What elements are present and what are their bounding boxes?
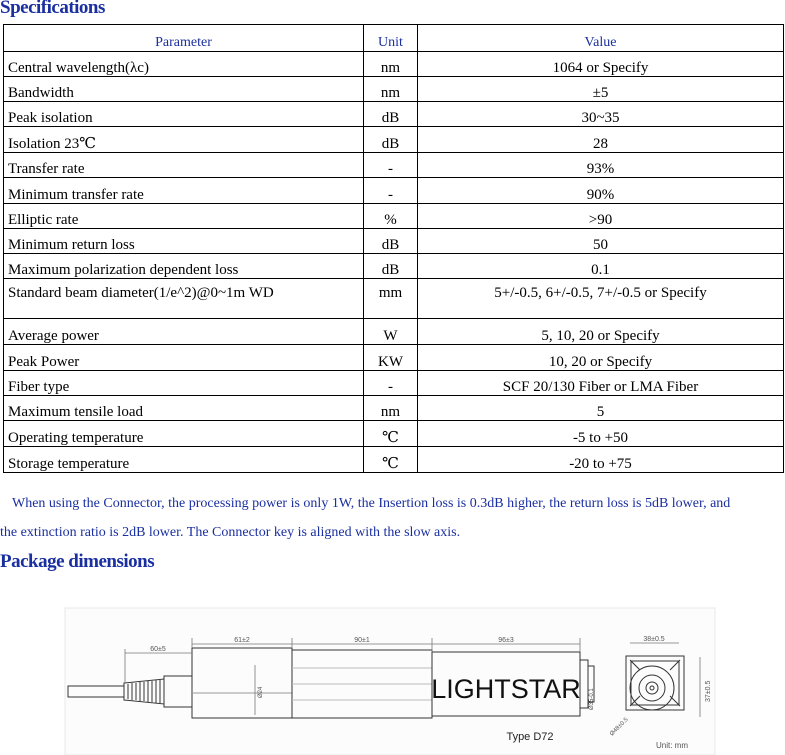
unit-cell: - (364, 371, 418, 396)
parameter-cell: Maximum polarization dependent loss (4, 254, 364, 279)
dimension-middle-length: 90±1 (354, 637, 370, 644)
unit-cell: dB (364, 229, 418, 254)
parameter-cell: Fiber type (4, 371, 364, 396)
parameter-cell: Peak isolation (4, 102, 364, 127)
table-row (4, 77, 784, 102)
table-row (4, 345, 784, 371)
value-cell: 90% (418, 178, 784, 204)
table-row (4, 371, 784, 396)
table-row (4, 447, 784, 473)
value-cell: 1064 or Specify (418, 52, 784, 77)
value-cell: 10, 20 or Specify (418, 345, 784, 371)
specifications-table (3, 24, 784, 473)
dimension-output-length: 96±3 (498, 637, 514, 644)
table-row (4, 102, 784, 127)
table-row (4, 254, 784, 279)
unit-label: Unit: mm (656, 741, 688, 750)
unit-cell: ℃ (364, 447, 418, 473)
value-cell: 50 (418, 229, 784, 254)
unit-cell: nm (364, 396, 418, 421)
table-row (4, 421, 784, 447)
parameter-cell: Transfer rate (4, 153, 364, 178)
parameter-cell: Isolation 23℃ (4, 127, 364, 153)
parameter-cell: Minimum return loss (4, 229, 364, 254)
parameter-cell: Operating temperature (4, 421, 364, 447)
unit-cell: dB (364, 127, 418, 153)
unit-cell: - (364, 178, 418, 204)
value-cell: ±5 (418, 77, 784, 102)
unit-cell: KW (364, 345, 418, 371)
value-cell: 5 (418, 396, 784, 421)
value-cell: 0.1 (418, 254, 784, 279)
parameter-cell: Peak Power (4, 345, 364, 371)
parameter-cell: Storage temperature (4, 447, 364, 473)
column-header-parameter: Parameter (4, 25, 364, 52)
unit-cell: dB (364, 254, 418, 279)
table-row (4, 153, 784, 178)
table-row (4, 204, 784, 229)
table-row (4, 178, 784, 204)
parameter-cell: Bandwidth (4, 77, 364, 102)
connector-note-line-1: When using the Connector, the processing power is only 1W, the Insertion loss is 0.3dB higher, the return loss is 5dB lower, and (12, 496, 731, 511)
parameter-cell: Maximum tensile load (4, 396, 364, 421)
table-row (4, 229, 784, 254)
parameter-cell: Central wavelength(λc) (4, 52, 364, 77)
value-cell: 5, 10, 20 or Specify (418, 319, 784, 345)
unit-cell: dB (364, 102, 418, 127)
brand-label: LIGHTSTAR (431, 674, 581, 704)
parameter-cell: Standard beam diameter(1/e^2)@0~1m WD (4, 279, 364, 319)
dimension-end-height: 37±0.5 (705, 680, 712, 702)
unit-cell: nm (364, 52, 418, 77)
unit-cell: - (364, 153, 418, 178)
value-cell: -5 to +50 (418, 421, 784, 447)
value-cell: -20 to +75 (418, 447, 784, 473)
unit-cell: % (364, 204, 418, 229)
table-row (4, 319, 784, 345)
value-cell: 93% (418, 153, 784, 178)
value-cell: SCF 20/130 Fiber or LMA Fiber (418, 371, 784, 396)
specifications-heading: Specifications (0, 0, 105, 18)
parameter-cell: Minimum transfer rate (4, 178, 364, 204)
table-row (4, 279, 784, 319)
dimension-boot-length: 60±5 (150, 646, 166, 653)
value-cell: 5+/-0.5, 6+/-0.5, 7+/-0.5 or Specify (418, 279, 784, 319)
table-row (4, 52, 784, 77)
parameter-cell: Elliptic rate (4, 204, 364, 229)
table-row (4, 396, 784, 421)
connector-note-line-2: the extinction ratio is 2dB lower. The Connector key is aligned with the slow axis. (0, 525, 461, 540)
dimension-end-width: 38±0.5 (643, 636, 665, 643)
dimension-flange-diameter: Ø48±0.5 (609, 716, 630, 738)
dimension-front-length: 61±2 (234, 637, 250, 644)
value-cell: >90 (418, 204, 784, 229)
dimension-output-diameter: Ø35-0.1 (589, 688, 595, 710)
unit-cell: mm (364, 279, 418, 319)
column-header-unit: Unit (364, 25, 418, 52)
value-cell: 30~35 (418, 102, 784, 127)
column-header-value: Value (418, 25, 784, 52)
unit-cell: ℃ (364, 421, 418, 447)
unit-cell: nm (364, 77, 418, 102)
value-cell: 28 (418, 127, 784, 153)
package-dimensions-heading: Package dimensions (0, 551, 155, 572)
package-type-label: Type D72 (506, 731, 554, 743)
table-header-row (4, 25, 784, 52)
parameter-cell: Average power (4, 319, 364, 345)
unit-cell: W (364, 319, 418, 345)
dimension-body-diameter: Ø24 (258, 686, 264, 698)
package-drawing (0, 590, 785, 755)
table-row (4, 127, 784, 153)
